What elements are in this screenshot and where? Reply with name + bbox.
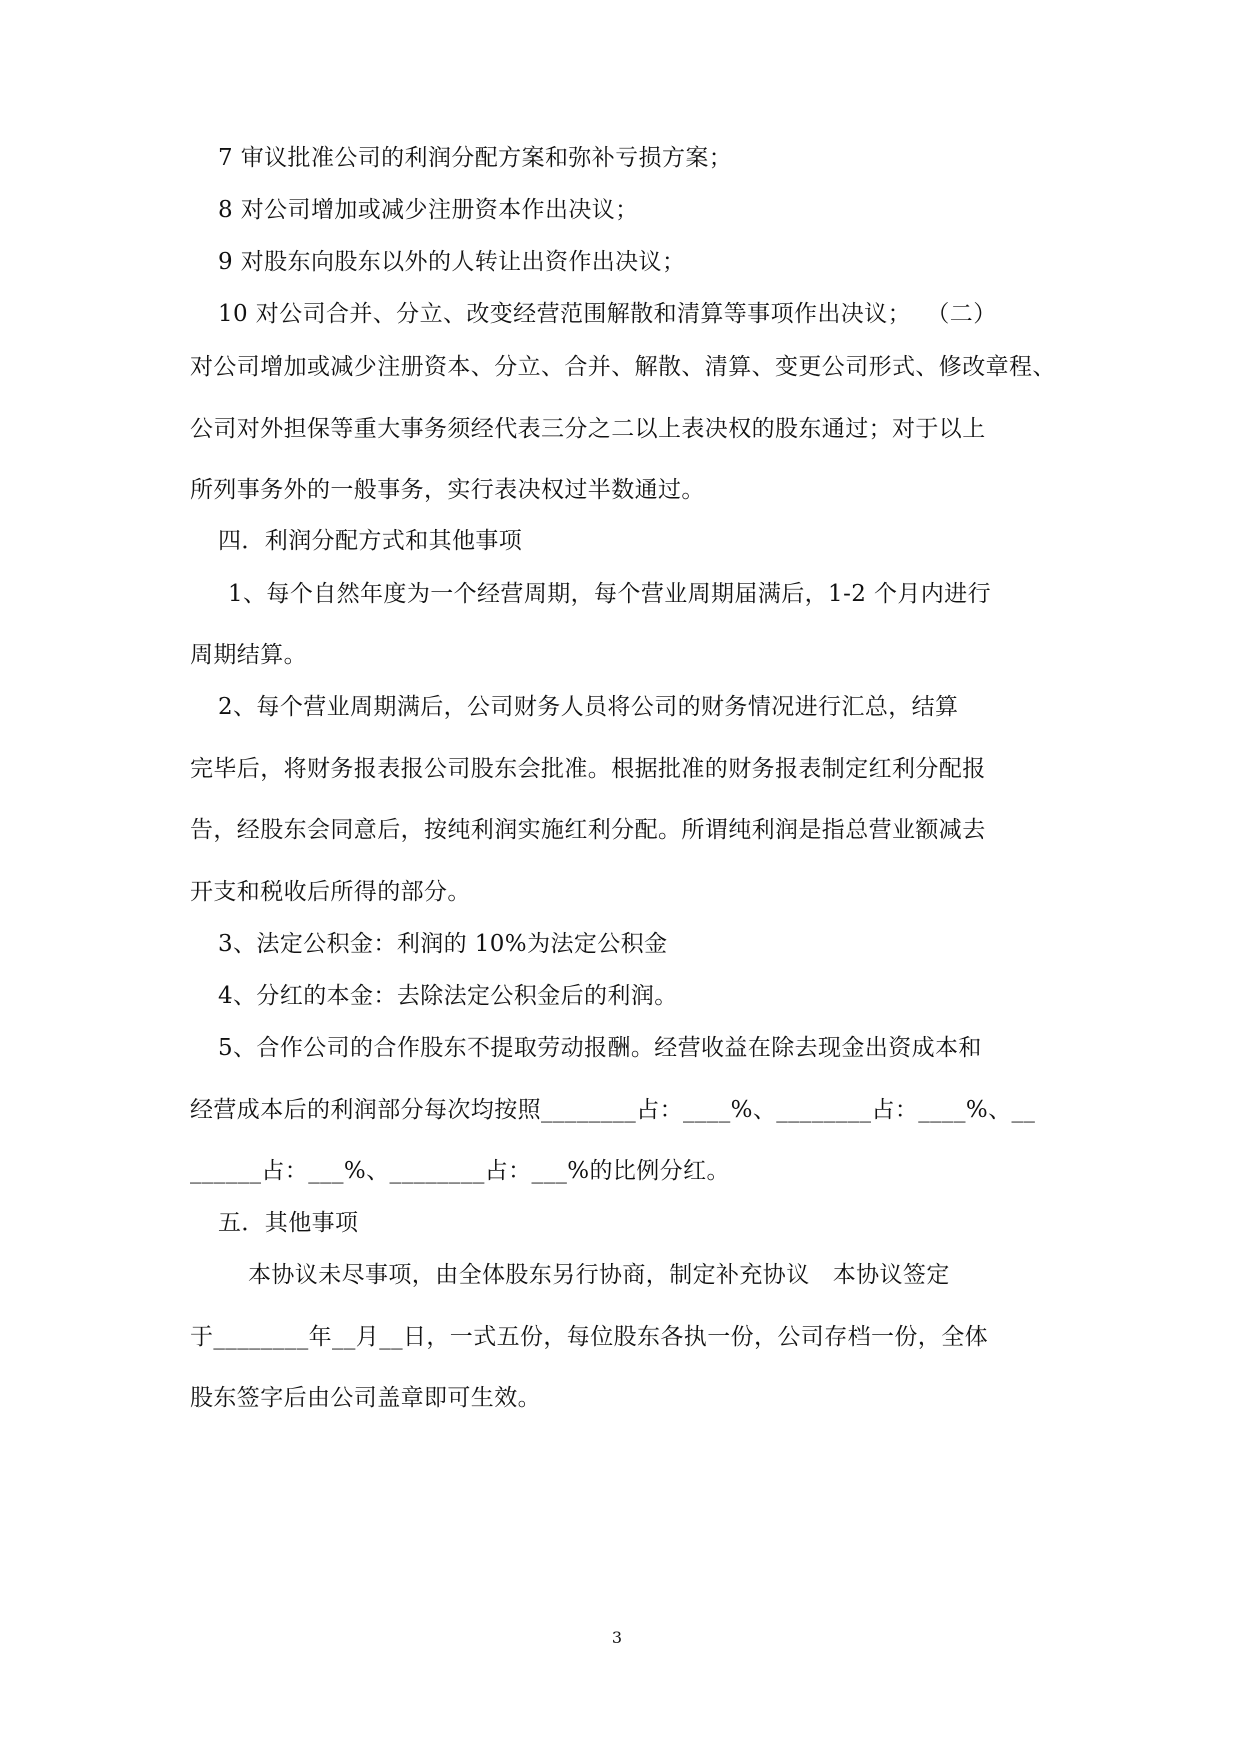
- text-line: 告，经股东会同意后，按纯利润实施红利分配。所谓纯利润是指总营业额减去: [190, 817, 986, 843]
- text-line: 4、分红的本金：去除法定公积金后的利润。: [218, 983, 678, 1009]
- section-heading: 四．利润分配方式和其他事项: [218, 528, 523, 554]
- text-line: 周期结算。: [190, 642, 307, 668]
- text-line: 3、法定公积金：利润的 10%为法定公积金: [218, 931, 668, 957]
- text-line: 公司对外担保等重大事务须经代表三分之二以上表决权的股东通过；对于以上: [190, 416, 986, 442]
- text-line: 对公司增加或减少注册资本、分立、合并、解散、清算、变更公司形式、修改章程、: [190, 354, 1056, 380]
- text-line: 经营成本后的利润部分每次均按照________占：____%、________占：____%、__: [190, 1097, 1036, 1123]
- text-line: 1、每个自然年度为一个经营周期，每个营业周期届满后，1-2 个月内进行: [228, 581, 991, 607]
- text-line: 股东签字后由公司盖章即可生效。: [190, 1385, 541, 1411]
- text-line: 于________年__月__日，一式五份，每位股东各执一份，公司存档一份，全体: [190, 1324, 988, 1350]
- text-line: 本协议未尽事项，由全体股东另行协商，制定补充协议 本协议签定: [248, 1262, 950, 1288]
- text-line: 8 对公司增加或减少注册资本作出决议；: [218, 197, 639, 223]
- text-line: 完毕后，将财务报表报公司股东会批准。根据批准的财务报表制定红利分配报: [190, 756, 986, 782]
- text-line: ______占：___%、________占：___%的比例分红。: [190, 1158, 730, 1184]
- text-line: 开支和税收后所得的部分。: [190, 879, 471, 905]
- text-line: 9 对股东向股东以外的人转让出资作出决议；: [218, 249, 686, 275]
- text-line: 10 对公司合并、分立、改变经营范围解散和清算等事项作出决议； （二）: [218, 301, 997, 327]
- section-heading: 五．其他事项: [218, 1210, 359, 1236]
- page-number: 3: [611, 1628, 623, 1647]
- text-line: 5、合作公司的合作股东不提取劳动报酬。经营收益在除去现金出资成本和: [218, 1035, 982, 1061]
- text-line: 7 审议批准公司的利润分配方案和弥补亏损方案；: [218, 145, 733, 171]
- text-line: 2、每个营业周期满后，公司财务人员将公司的财务情况进行汇总，结算: [218, 694, 959, 720]
- text-line: 所列事务外的一般事务，实行表决权过半数通过。: [190, 477, 705, 503]
